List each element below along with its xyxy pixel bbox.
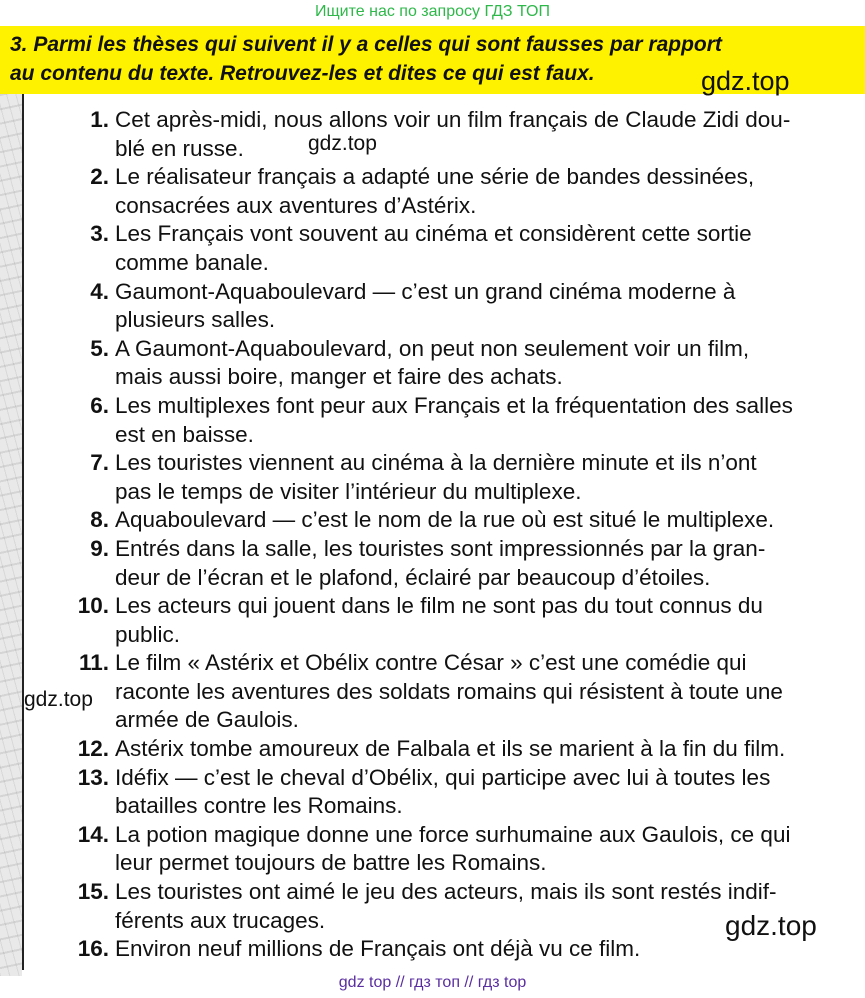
watermark: gdz.top [24, 688, 93, 711]
statement-line: Entrés dans la salle, les touristes sont impressionnés par la gran- [115, 535, 766, 561]
statement-number: 5. [90, 335, 109, 361]
statement-item [0, 821, 865, 878]
statement-item [0, 592, 865, 649]
statement-item [0, 506, 865, 535]
statement-line: public. [115, 621, 181, 647]
statement-line: comme banale. [115, 249, 269, 275]
statement-line: Les touristes ont aimé le jeu des acteurs, mais ils sont restés indif- [115, 879, 777, 905]
statement-number: 14. [77, 821, 109, 847]
statement-item [0, 649, 865, 735]
statement-line: Environ neuf millions de Français ont déjà vu ce film. [115, 936, 641, 962]
statement-line: blé en russe. [115, 135, 244, 161]
statement-item [0, 278, 865, 335]
statement-number: 12. [77, 736, 109, 762]
statement-number: 10. [77, 593, 109, 619]
statement-line: A Gaumont-Aquaboulevard, on peut non seulement voir un film, [115, 335, 750, 361]
statement-number: 6. [90, 392, 109, 418]
statement-line: est en baisse. [115, 421, 254, 447]
statement-line: Idéfix — c’est le cheval d’Obélix, qui participe avec lui à toutes les [115, 764, 771, 790]
statement-list [0, 106, 865, 964]
statement-item [0, 764, 865, 821]
top-banner: Ищите нас по запросу ГДЗ ТОП [315, 3, 550, 20]
statement-item [0, 106, 865, 163]
statement-number: 9. [90, 535, 109, 561]
statement-number: 7. [90, 450, 109, 476]
watermark: gdz.top [701, 66, 790, 96]
statement-number: 13. [77, 764, 109, 790]
statement-line: Les Français vont souvent au cinéma et considèrent cette sortie [115, 221, 752, 247]
statement-line: Les touristes viennent au cinéma à la dernière minute et ils n’ont [115, 450, 757, 476]
statement-line: raconte les aventures des soldats romains qui résistent à toute une [115, 678, 783, 704]
watermark: gdz.top [725, 910, 817, 941]
statement-line: Le film « Astérix et Obélix contre César » c’est une comédie qui [115, 650, 747, 676]
instruction-line-1: 3. Parmi les thèses qui suivent il y a celles qui sont fausses par rapport [10, 33, 722, 56]
statement-line: armée de Gaulois. [115, 707, 299, 733]
statement-line: plusieurs salles. [115, 307, 276, 333]
statement-line: deur de l’écran et le plafond, éclairé par beaucoup d’étoiles. [115, 564, 711, 590]
statement-number: 11. [78, 650, 109, 676]
statement-number: 3. [90, 221, 109, 247]
statement-line: Le réalisateur français a adapté une série de bandes dessinées, [115, 164, 755, 190]
statement-item [0, 163, 865, 220]
instruction-line-2: au contenu du texte. Retrouvez-les et dites ce qui est faux. [10, 62, 595, 85]
statement-line: Astérix tombe amoureux de Falbala et ils se marient à la fin du film. [115, 736, 786, 762]
statement-item [0, 392, 865, 449]
statement-line: Gaumont-Aquaboulevard — c’est un grand cinéma moderne à [115, 278, 736, 304]
statement-line: férents aux trucages. [115, 907, 326, 933]
statement-line: Les multiplexes font peur aux Français et la fréquentation des salles [115, 392, 793, 418]
statement-line: batailles contre les Romains. [115, 793, 403, 819]
statement-line: leur permet toujours de battre les Romains. [115, 850, 547, 876]
statement-number: 4. [90, 278, 109, 304]
statement-item [0, 449, 865, 506]
footer-watermark: gdz top // гдз топ // гдз top [338, 974, 527, 991]
statement-line: Les acteurs qui jouent dans le film ne sont pas du tout connus du [115, 593, 763, 619]
statement-item [0, 535, 865, 592]
statement-number: 16. [77, 936, 109, 962]
statement-line: consacrées aux aventures d’Astérix. [115, 192, 477, 218]
statement-number: 15. [77, 879, 109, 905]
statement-line: mais aussi boire, manger et faire des achats. [115, 364, 563, 390]
statement-line: Aquaboulevard — c’est le nom de la rue où est situé le multiplexe. [115, 507, 775, 533]
statement-number: 2. [90, 164, 109, 190]
statement-number: 1. [90, 107, 109, 132]
statement-item [0, 220, 865, 277]
statement-number: 8. [90, 507, 109, 533]
statement-line: pas le temps de visiter l’intérieur du multiplexe. [115, 478, 582, 504]
statement-line: La potion magique donne une force surhumaine aux Gaulois, ce qui [115, 821, 791, 847]
statement-item [0, 735, 865, 764]
statement-line: Cet après-midi, nous allons voir un film français de Claude Zidi dou- [115, 107, 791, 132]
statement-item [0, 335, 865, 392]
watermark: gdz.top [308, 132, 377, 155]
